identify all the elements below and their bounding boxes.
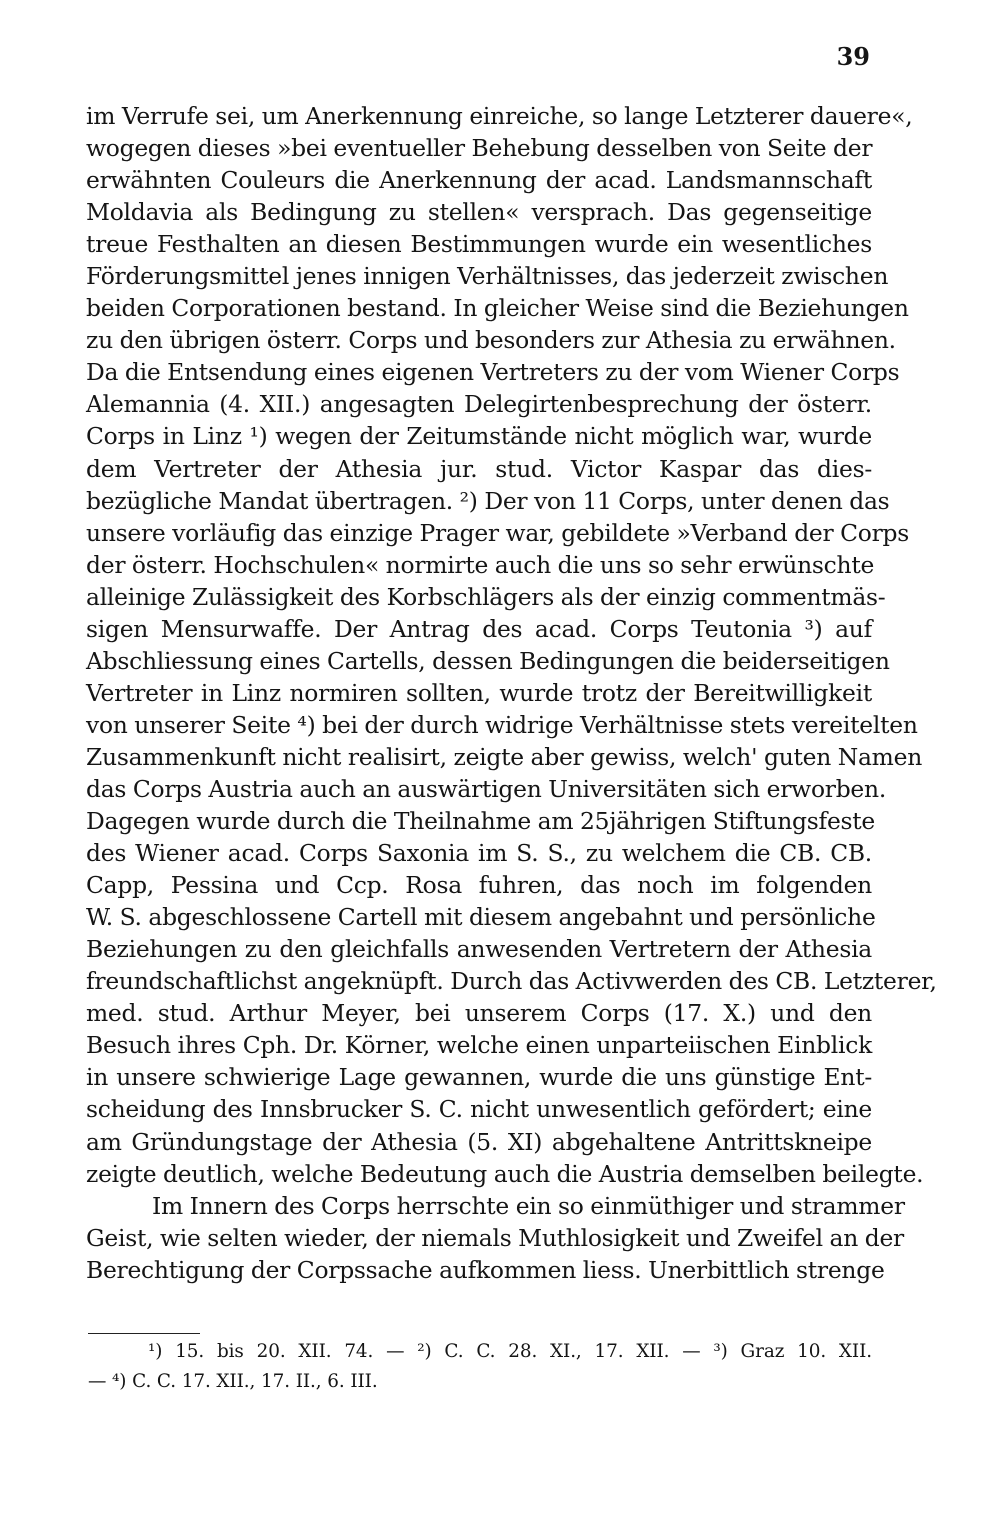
text-line: Geist, wie selten wieder, der niemals Muthlosigkeit und Zweifel an der [86, 1223, 904, 1252]
text-line: sigen Mensurwaffe. Der Antrag des acad. Corps Teutonia ³) auf [86, 614, 872, 643]
text-line: Im Innern des Corps herrschte ein so einmüthiger und strammer [152, 1191, 905, 1220]
text-line: Berechtigung der Corpssache aufkommen liess. Unerbittlich strenge [86, 1255, 885, 1284]
text-line: am Gründungstage der Athesia (5. XI) abgehaltene Antrittskneipe [86, 1127, 872, 1156]
text-line: der österr. Hochschulen« normirte auch die uns so sehr erwünschte [86, 550, 875, 579]
text-line: Corps in Linz ¹) wegen der Zeitumstände nicht möglich war, wurde [86, 422, 872, 451]
text-line: scheidung des Innsbrucker S. C. nicht unwesentlich gefördert; eine [86, 1095, 872, 1124]
footnotes [88, 1337, 872, 1397]
text-line: von unserer Seite ⁴) bei der durch widrige Verhältnisse stets vereitelten [86, 710, 918, 739]
text-line: Besuch ihres Cph. Dr. Körner, welche einen unparteiischen Einblick [86, 1031, 872, 1060]
text-line: freundschaftlichst angeknüpft. Durch das Activwerden des CB. Letzterer, [86, 967, 937, 996]
text-line: erwähnten Couleurs die Anerkennung der acad. Landsmannschaft [86, 166, 872, 195]
text-line: Moldavia als Bedingung zu stellen« versprach. Das gegenseitige [86, 198, 872, 227]
text-line: im Verrufe sei, um Anerkennung einreiche, so lange Letzterer dauere«, [86, 102, 913, 130]
text-line: Vertreter in Linz normiren sollten, wurde trotz der Bereitwilligkeit [86, 678, 872, 707]
text-line: Zusammenkunft nicht realisirt, zeigte aber gewiss, welch' guten Namen [86, 742, 923, 771]
text-line: dem Vertreter der Athesia jur. stud. Victor Kaspar das dies- [86, 454, 872, 483]
page-number: 39 [836, 42, 870, 71]
text-line: treue Festhalten an diesen Bestimmungen wurde ein wesentliches [86, 230, 872, 259]
footnote-line: — ⁴) C. C. 17. XII., 17. II., 6. III. [88, 1371, 378, 1392]
text-line: Dagegen wurde durch die Theilnahme am 25jährigen Stiftungsfeste [86, 807, 876, 836]
text-line: zeigte deutlich, welche Bedeutung auch die Austria demselben beilegte. [86, 1159, 924, 1188]
text-line: alleinige Zulässigkeit des Korbschlägers als der einzig commentmäs- [86, 582, 886, 611]
footnote-separator [88, 1333, 200, 1334]
text-line: Abschliessung eines Cartells, dessen Bedingungen die beiderseitigen [86, 646, 890, 675]
text-line: Beziehungen zu den gleichfalls anwesenden Vertretern der Athesia [86, 935, 872, 964]
text-line: wogegen dieses »bei eventueller Behebung desselben von Seite der [86, 134, 873, 163]
body-text [86, 100, 937, 1286]
text-line: Alemannia (4. XII.) angesagten Delegirtenbesprechung der österr. [86, 390, 872, 419]
text-line: W. S. abgeschlossene Cartell mit diesem angebahnt und persönliche [86, 903, 876, 932]
text-line: bezügliche Mandat übertragen. ²) Der von 11 Corps, unter denen das [86, 486, 890, 515]
footnote-line: ¹) 15. bis 20. XII. 74. — ²) C. C. 28. XI., 17. XII. — ³) Graz 10. XII. [148, 1341, 872, 1362]
text-line: Capp, Pessina und Ccp. Rosa fuhren, das noch im folgenden [86, 871, 872, 900]
text-line: Da die Entsendung eines eigenen Vertreters zu der vom Wiener Corps [86, 358, 900, 387]
text-line: beiden Corporationen bestand. In gleicher Weise sind die Beziehungen [86, 294, 909, 323]
text-line: des Wiener acad. Corps Saxonia im S. S., zu welchem die CB. CB. [86, 839, 872, 868]
text-line: das Corps Austria auch an auswärtigen Universitäten sich erworben. [86, 774, 887, 803]
text-line: zu den übrigen österr. Corps und besonders zur Athesia zu erwähnen. [86, 326, 896, 355]
text-line: med. stud. Arthur Meyer, bei unserem Corps (17. X.) und den [86, 999, 872, 1028]
text-line: in unsere schwierige Lage gewannen, wurde die uns günstige Ent- [86, 1063, 872, 1092]
text-line: unsere vorläufig das einzige Prager war, gebildete »Verband der Corps [86, 518, 910, 547]
text-line: Förderungsmittel jenes innigen Verhältnisses, das jederzeit zwischen [86, 262, 889, 291]
